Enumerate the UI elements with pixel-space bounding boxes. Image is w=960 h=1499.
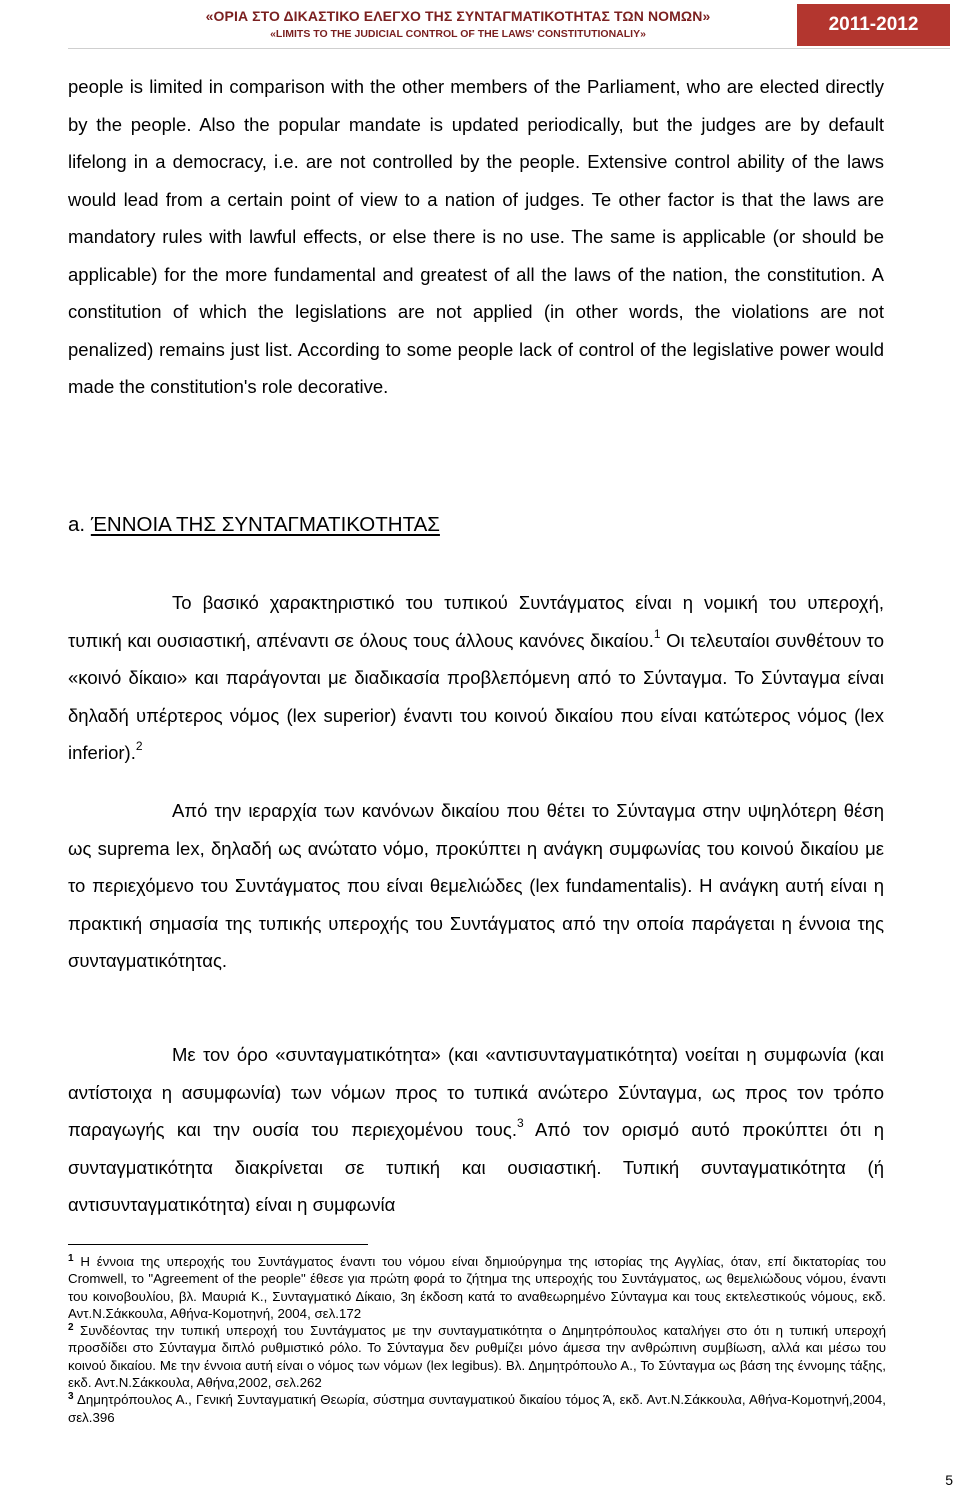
paragraph-sentence: Οι τελευταίοι συνθέτουν το «κοινό δίκαιο» και παράγονται με διαδικασία προβλεπόμενη από το Σύνταγμα. Το Σύνταγμα είναι δηλαδή υπέρτερος νόμος (lex superior) έναντι του κοινού δικαίου που είναι κατώτερος νόμος (lex inferior). — [68, 629, 885, 763]
header-year-badge: 2011-2012 — [797, 4, 950, 46]
header-title-greek: «ΟΡΙΑ ΣΤΟ ΔΙΚΑΣΤΙΚΟ ΕΛΕΓΧΟ ΤΗΣ ΣΥΝΤΑΓΜΑΤΙΚΟΤΗΤΑΣ ΤΩΝ ΝΟΜΩΝ» — [205, 8, 711, 24]
footnote-ref-2[interactable]: 2 — [135, 739, 143, 753]
section-marker: a. — [68, 513, 86, 536]
footnote-separator — [68, 1244, 368, 1245]
page-header — [0, 0, 960, 48]
footnote-number: 3 — [68, 1391, 74, 1403]
footnote-text: Η έννοια της υπεροχής του Συντάγματος έναντι του νόμου είναι δημιούργημα της ιστορίας της Αγγλίας, όταν, επί δικτατορίας του Cromwell, το "Agreement of the people" έθεσε για πρώτη φορά το ζήτημα της υπεροχής του Συντάγματος, ως θεμελιώδους νόμου, έναντι του κοινοβουλίου, βλ. Μαυριά Κ., Συνταγματικό Δίκαιο, 3η έκδοση κατά το αναθεωρημένο Σύνταγμα και τους εκτελεστικούς νόμους, εκδ. Αντ.Ν.Σάκκουλα, Αθήνα-Κομοτηνή, 2004, σελ.172 — [68, 1254, 886, 1321]
footnote-text: Δημητρόπουλος Α., Γενική Συνταγματική Θεωρία, σύστημα συνταγματικού δικαίου τόμος Ά, εκδ. Αντ.Ν.Σάκκουλα, Αθήνα-Κομοτηνή,2004, σελ.396 — [68, 1392, 887, 1425]
paragraph-sentence: Το βασικό χαρακτηριστικό του τυπικού Συντάγματος είναι η νομική του υπεροχή, τυπική και ουσιαστική, απέναντι σε όλους τους άλλους κανόνες δικαίου. — [68, 592, 884, 651]
section-title: ΈΝΝΟΙΑ ΤΗΣ ΣΥΝΤΑΓΜΑΤΙΚΟΤΗΤΑΣ — [90, 513, 440, 536]
header-divider — [68, 48, 950, 49]
footnote-number: 2 — [68, 1322, 74, 1334]
footnote-number: 1 — [68, 1253, 74, 1264]
header-title-english: «LIMITS TO THE JUDICIAL CONTROL OF THE LAWS' CONSTITUTIONALIY» — [270, 28, 646, 40]
paragraph-sentence: Με τον όρο «συνταγματικότητα» (και «αντισυνταγματικότητα) νοείται η συμφωνία (και αντίστοιχα η ασυμφωνία) των νόμων προς το τυπικά ανώτερο Σύνταγμα, ως προς τον τρόπο παραγωγής και την ουσία του περιεχομένου τους. — [68, 1044, 884, 1140]
footnote-2 — [68, 1322, 886, 1391]
section-heading — [68, 505, 440, 545]
footnote-ref-1[interactable]: 1 — [653, 626, 661, 641]
page-number: 5 — [945, 1472, 953, 1488]
footnote-3 — [68, 1391, 886, 1426]
footnote-text: Συνδέοντας την τυπική υπεροχή του Συντάγματος με την συνταγματικότητα ο Δημητρόπουλος καταλήγει στο ότι η τυπική υπεροχή προσδίδει στο Σύνταγμα διπλό ρυθμιστικό ρόλο. Το Σύνταγμα δεν ρυθμίζει μόνο άμεσα την ανθρώπινη συμβίωση, αλλά και μέσω του κοινού δικαίου. Με την έννοια αυτή είναι ο νόμος των νόμων (lex legibus). Βλ. Δημητρόπουλο Α., Το Σύνταγμα ως βάση της έννομης τάξης, εκδ. Αντ.Ν.Σάκκουλα, Αθήνα,2002, σελ.262 — [68, 1323, 886, 1391]
paragraph-sentence: Από τον ορισμό αυτό προκύπτει ότι η συνταγματικότητα διακρίνεται σε τυπική και ουσιαστική. Τυπική συνταγματικότητα (ή αντισυνταγματικότητα) είναι η συμφωνία — [68, 1119, 885, 1215]
paragraph-greek-1 — [68, 584, 884, 772]
paragraph-greek-3 — [68, 1036, 884, 1224]
footnote-ref-3[interactable]: 3 — [516, 1116, 524, 1130]
paragraph-english: people is limited in comparison with the other members of the Parliament, who are elected directly by the people. Also the popular mandate is updated periodically, but the judges are by default lifelong in a democracy, i.e. are not controlled by the people. Extensive control ability of the laws would lead from a certain point of view to a nation of judges. Te other factor is that the laws are mandatory rules with lawful effects, or else there is no use. The same is applicable (or should be applicable) for the more fundamental and greatest of all the laws of the nation, the constitution. A constitution of which the legislations are not applied (in other words, the violations are not penalized) remains just list. According to some people lack of control of the legislative power would made the constitution's role decorative. — [68, 76, 884, 397]
footnotes — [68, 1253, 886, 1426]
footnote-1 — [68, 1253, 886, 1322]
paragraph-sentence: Από την ιεραρχία των κανόνων δικαίου που θέτει το Σύνταγμα στην υψηλότερη θέση ως suprema lex, δηλαδή ως ανώτατο νόμο, προκύπτει η ανάγκη συμφωνίας του κοινού δικαίου με το περιεχόμενο του Συντάγματος που είναι θεμελιώδες (lex fundamentalis). Η ανάγκη αυτή είναι η πρακτική σημασία της τυπικής υπεροχής του Συντάγματος από την οποία παράγεται η έννοια της συνταγματικότητας. — [68, 800, 884, 971]
header-titles — [128, 8, 788, 41]
paragraph-greek-2 — [68, 792, 884, 980]
